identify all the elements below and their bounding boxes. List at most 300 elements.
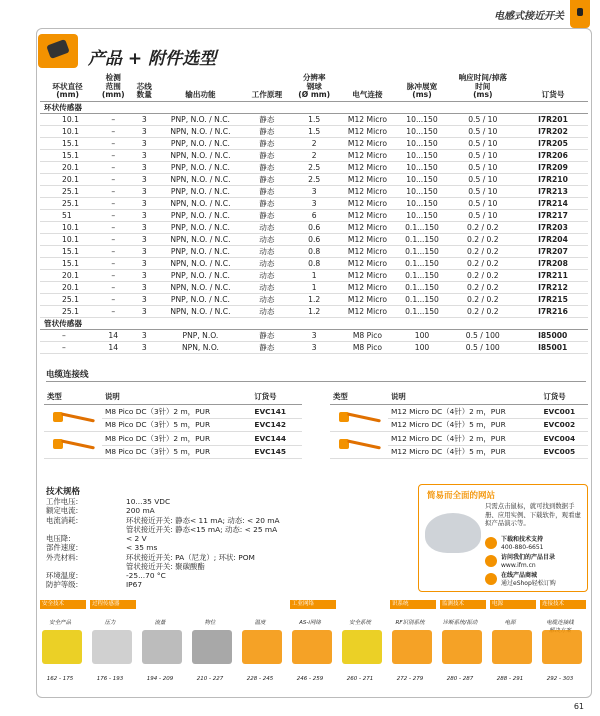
table-cell: PNP, N.O. [157,330,244,342]
table-cell: 10...150 [397,126,448,138]
table-cell: I7R209 [518,162,588,174]
spec-row [46,497,286,506]
product-image [192,630,232,664]
page-range: 292 - 303 [546,676,574,682]
spec-key: 环境温度: [46,571,79,580]
table-cell: I7R216 [518,306,588,318]
table-cell: 25.1 [40,294,95,306]
page-range: 280 - 287 [446,676,474,682]
table-row [40,126,588,138]
table-cell: 0.5 / 10 [447,210,518,222]
table-cell: 0.5 / 10 [447,198,518,210]
table-cell: 0.1...150 [397,282,448,294]
col-type: 类型 [330,389,388,405]
table-cell: M12 Micro [338,114,396,126]
table-cell: – [95,174,131,186]
table-cell: PNP, N.O. / N.C. [157,246,244,258]
table-cell: 15.1 [40,246,95,258]
col-header-0: 环状直径 (mm) [40,73,95,102]
table-cell: 10...150 [397,210,448,222]
top-bar [0,0,600,28]
promo-item-shop[interactable]: 在线产品商城 通过eShop轻松订购 [501,572,556,587]
table-cell: 3 [131,294,157,306]
table-cell: 动态 [244,306,290,318]
table-cell: M12 Micro [338,306,396,318]
table-cell: – [95,282,131,294]
table-cell: 静态 [244,210,290,222]
table-cell: 0.2 / 0.2 [447,222,518,234]
table-cell: 25.1 [40,186,95,198]
table-cell: – [95,138,131,150]
spec-key: 部件速度: [46,543,79,553]
table-cell: – [95,306,131,318]
cable-desc: M8 Pico DC（3针）5 m，PUR [102,445,251,459]
table-cell: PNP, N.O. / N.C. [157,222,244,234]
table-cell: 0.2 / 0.2 [447,306,518,318]
cable-row [330,405,588,419]
table-cell: 0.2 / 0.2 [447,282,518,294]
table-cell: 动态 [244,270,290,282]
table-cell: M12 Micro [338,186,396,198]
table-cell: 15.1 [40,258,95,270]
table-cell: – [95,294,131,306]
table-cell: 0.5 / 10 [447,174,518,186]
table-cell: 3 [131,126,157,138]
product-image [392,630,432,664]
table-cell: 10...150 [397,198,448,210]
table-row [40,174,588,186]
support-icon [485,537,497,549]
table-cell: PNP, N.O. / N.C. [157,270,244,282]
product-image [142,630,182,664]
page-range: 272 - 279 [396,676,424,682]
spec-key: 工作电压: [46,497,79,506]
table-cell: 10.1 [40,126,95,138]
table-row [40,330,588,342]
spec-value: 环状接近开关: PA（尼龙）; 环状: POM [126,552,255,562]
table-cell: 3 [290,198,338,210]
table-cell: NPN, N.O. / N.C. [157,174,244,186]
table-row [40,306,588,318]
table-cell: 20.1 [40,162,95,174]
table-cell: – [95,162,131,174]
table-cell: 2.5 [290,174,338,186]
section-title: 管状传感器 [40,318,588,330]
table-row [40,186,588,198]
product-image [292,630,332,664]
table-cell: M12 Micro [338,162,396,174]
cable-order: EVC145 [251,445,302,459]
table-cell: PNP, N.O. / N.C. [157,138,244,150]
table-cell: – [95,150,131,162]
cable-image [47,406,99,430]
table-cell: 3 [131,282,157,294]
product-label: 电源 [504,620,516,626]
cable-image-cell [330,432,388,459]
table-cell: I7R213 [518,186,588,198]
cable-desc: M8 Pico DC（3针）2 m，PUR [102,432,251,446]
table-cell: 1.2 [290,294,338,306]
cable-row [330,432,588,446]
table-cell: I7R211 [518,270,588,282]
table-cell: 0.1...150 [397,306,448,318]
product-table [40,73,588,354]
table-cell: 0.1...150 [397,294,448,306]
table-cell: PNP, N.O. / N.C. [157,210,244,222]
section-title: 环状传感器 [40,102,588,114]
table-cell: 0.2 / 0.2 [447,258,518,270]
table-cell: I7R207 [518,246,588,258]
table-cell: 3 [290,330,338,342]
table-cell: M12 Micro [338,294,396,306]
table-cell: 0.5 / 100 [447,342,518,354]
col-header-3: 输出功能 [157,73,244,102]
table-row [40,210,588,222]
table-cell: NPN, N.O. / N.C. [157,126,244,138]
table-cell: M12 Micro [338,246,396,258]
product-label: AS-i网络 [299,620,321,626]
table-cell: PNP, N.O. / N.C. [157,294,244,306]
cable-image-cell [44,405,102,432]
col-order: 订货号 [540,389,588,405]
mouse-image [425,513,481,553]
table-cell: 0.6 [290,234,338,246]
table-cell: 3 [131,114,157,126]
table-row [40,222,588,234]
col-header-7: 脉冲展宽 (ms) [397,73,448,102]
table-cell: 动态 [244,222,290,234]
col-header-8: 响应时间/掉落 时间 (ms) [447,73,518,102]
table-cell: M12 Micro [338,198,396,210]
table-cell: 3 [131,174,157,186]
table-row [40,294,588,306]
spec-value: < 2 V [126,534,147,543]
promo-item-support[interactable]: 下载和技术支持 400-880-6651 [501,536,544,551]
table-cell: M12 Micro [338,270,396,282]
cable-image-cell [330,405,388,432]
table-cell: 0.6 [290,222,338,234]
table-cell: 3 [290,342,338,354]
spec-key [46,525,126,534]
table-cell: 0.1...150 [397,222,448,234]
table-cell: 3 [131,222,157,234]
table-cell: 0.5 / 100 [447,330,518,342]
table-cell: 10...150 [397,150,448,162]
cable-image [333,406,385,430]
table-cell: 3 [131,234,157,246]
table-cell: – [95,114,131,126]
spec-value: 10...35 VDC [126,497,171,506]
table-cell: – [95,198,131,210]
spec-row [46,525,286,534]
product-image [542,630,582,664]
spec-row [46,562,286,571]
table-cell: 3 [131,258,157,270]
table-cell: 2 [290,150,338,162]
table-cell: 静态 [244,186,290,198]
table-cell: 动态 [244,282,290,294]
table-cell: PNP, N.O. / N.C. [157,114,244,126]
table-cell: 0.1...150 [397,258,448,270]
category-label: 连接技术 [540,600,586,609]
section-row-1 [40,318,588,330]
cable-order: EVC005 [540,445,588,459]
cable-desc: M12 Micro DC（4针）5 m，PUR [388,418,540,432]
table-cell: 0.8 [290,258,338,270]
table-cell: I7R204 [518,234,588,246]
table-row [40,114,588,126]
table-cell: 动态 [244,246,290,258]
table-cell: – [95,258,131,270]
table-cell: M12 Micro [338,150,396,162]
spec-row [46,534,286,543]
category-label: 安全技术 [40,600,86,609]
cable-table-left [44,389,302,459]
table-cell: 0.2 / 0.2 [447,234,518,246]
table-cell: I7R206 [518,150,588,162]
col-desc: 说明 [102,389,251,405]
spec-row [46,543,286,552]
product-image [342,630,382,664]
spec-row [46,580,286,589]
table-cell: 0.5 / 10 [447,150,518,162]
table-row [40,282,588,294]
page-range: 228 - 245 [246,676,274,682]
table-cell: 3 [131,306,157,318]
product-image [42,630,82,664]
table-cell: M12 Micro [338,234,396,246]
product-image [492,630,532,664]
table-cell: 2.5 [290,162,338,174]
spec-value: < 35 ms [126,543,158,553]
table-cell: 51 [40,210,95,222]
table-cell: 100 [397,342,448,354]
table-cell: 3 [131,162,157,174]
catalog-icon [485,555,497,567]
table-cell: 0.5 / 10 [447,162,518,174]
table-cell: I7R214 [518,198,588,210]
cable-order: EVC004 [540,432,588,446]
table-cell: 10...150 [397,114,448,126]
table-row [40,150,588,162]
table-cell: 0.5 / 10 [447,138,518,150]
table-cell: M12 Micro [338,126,396,138]
table-cell: 动态 [244,258,290,270]
col-type: 类型 [44,389,102,405]
category-label: 过程传感器 [90,600,136,609]
cable-order: EVC002 [540,418,588,432]
page-range: 288 - 291 [496,676,524,682]
table-cell: 0.2 / 0.2 [447,270,518,282]
table-row [40,270,588,282]
cable-desc: M12 Micro DC（4针）5 m，PUR [388,445,540,459]
table-cell: 3 [290,186,338,198]
product-image [242,630,282,664]
table-cell: 0.1...150 [397,246,448,258]
table-cell: 25.1 [40,198,95,210]
category-label: 监测技术 [440,600,486,609]
product-label: 温度 [254,620,266,626]
table-cell: 10...150 [397,174,448,186]
page-range: 176 - 193 [96,676,124,682]
table-cell: – [95,210,131,222]
table-cell: 3 [131,198,157,210]
cable-desc: M8 Pico DC（3针）5 m，PUR [102,418,251,432]
table-cell: 静态 [244,126,290,138]
spec-value: 200 mA [126,506,155,516]
table-row [40,162,588,174]
table-cell: 静态 [244,150,290,162]
table-cell: 3 [131,246,157,258]
promo-desc: 只需点击鼠标，就可找到数据手册、应用实例、下载软件，观看虚拟产品演示等。 [485,502,581,528]
spec-row [46,516,286,525]
table-row [40,246,588,258]
sensor-product-image [38,34,78,68]
table-cell: PNP, N.O. / N.C. [157,186,244,198]
shop-icon [485,573,497,585]
table-cell: NPN, N.O. / N.C. [157,198,244,210]
table-cell: M12 Micro [338,258,396,270]
spec-value: 管状接近开关: 聚碳酸酯 [126,561,205,571]
product-label: 电缆连接线 [546,620,574,626]
product-label: 压力 [104,620,116,626]
page-heading: 产品 + 附件选型 [88,49,217,69]
table-cell: – [95,222,131,234]
spec-key: 外壳材料: [46,552,79,562]
table-cell: M8 Pico [338,342,396,354]
col-desc: 说明 [388,389,540,405]
table-cell: 静态 [244,162,290,174]
table-cell: – [95,246,131,258]
product-label: 安全产品 [48,620,71,626]
table-cell: 100 [397,330,448,342]
spec-key: 电压降: [46,534,71,543]
specs-title: 技术规格 [46,487,81,497]
page-number: 61 [573,702,584,711]
product-image [92,630,132,664]
table-cell: NPN, N.O. / N.C. [157,282,244,294]
table-cell: 1.5 [290,126,338,138]
sensor-icon [577,8,583,16]
spec-value: 管状接近开关: 静态<15 mA; 动态: < 25 mA [126,524,278,534]
table-cell: 静态 [244,342,290,354]
cable-order: EVC001 [540,405,588,419]
table-cell: I7R217 [518,210,588,222]
table-cell: 10.1 [40,222,95,234]
specs-table [46,497,286,590]
table-cell: 静态 [244,198,290,210]
table-cell: 10.1 [40,114,95,126]
table-cell: M8 Pico [338,330,396,342]
table-cell: 1.2 [290,306,338,318]
table-row [40,198,588,210]
bookmark-tab [570,0,590,28]
table-cell: – [95,234,131,246]
table-row [40,258,588,270]
table-cell: 0.5 / 10 [447,114,518,126]
table-cell: NPN, N.O. / N.C. [157,306,244,318]
table-cell: I7R208 [518,258,588,270]
table-cell: 动态 [244,234,290,246]
table-cell: I7R215 [518,294,588,306]
table-cell: 10...150 [397,162,448,174]
col-header-5: 分辨率 钢球 (Ø mm) [290,73,338,102]
cable-desc: M12 Micro DC（4针）2 m，PUR [388,432,540,446]
table-cell: – [40,330,95,342]
catalog-strip [36,600,592,690]
table-cell: M12 Micro [338,210,396,222]
page-range: 194 - 209 [146,676,174,682]
category-label: 工业网络 [290,600,336,609]
col-header-1: 检测 范围 (mm) [95,73,131,102]
section-row-0 [40,102,588,114]
cable-image-cell [44,432,102,459]
promo-title: 简易而全面的网站 [427,491,496,501]
table-cell: PNP, N.O. / N.C. [157,162,244,174]
table-row [40,342,588,354]
spec-row [46,553,286,562]
cable-order: EVC141 [251,405,302,419]
table-cell: 20.1 [40,174,95,186]
promo-item-catalog[interactable]: 访问我们的产品目录 www.ifm.cn [501,554,556,569]
table-cell: M12 Micro [338,282,396,294]
table-cell: 1.5 [290,114,338,126]
table-cell: I85001 [518,342,588,354]
table-cell: 3 [131,210,157,222]
table-cell: 0.5 / 10 [447,186,518,198]
spec-key: 电流消耗: [46,515,79,525]
table-cell: NPN, N.O. / N.C. [157,234,244,246]
spec-key: 额定电流: [46,506,79,516]
col-header-6: 电气连接 [338,73,396,102]
table-cell: 1 [290,270,338,282]
page-range: 260 - 271 [346,676,374,682]
table-cell: 动态 [244,294,290,306]
table-cell: 2 [290,138,338,150]
col-order: 订货号 [251,389,302,405]
cable-image [333,433,385,457]
product-label: 物位 [204,620,216,626]
table-cell: I7R202 [518,126,588,138]
page-range: 246 - 259 [296,676,324,682]
table-cell: 14 [95,330,131,342]
cable-table-right [330,389,588,459]
table-cell: NPN, N.O. / N.C. [157,150,244,162]
table-cell: 3 [131,270,157,282]
table-cell: I85000 [518,330,588,342]
table-cell: 10.1 [40,234,95,246]
table-cell: 0.1...150 [397,270,448,282]
product-image [442,630,482,664]
col-header-2: 芯线 数量 [131,73,157,102]
table-cell: 15.1 [40,138,95,150]
product-label: 流量 [154,620,166,626]
table-cell: 静态 [244,138,290,150]
table-cell: – [40,342,95,354]
spec-value: 环状接近开关: 静态< 11 mA; 动态: < 20 mA [126,515,280,525]
table-row [40,234,588,246]
category-label: 电源 [490,600,536,609]
table-cell: – [95,126,131,138]
spec-value: IP67 [126,580,143,590]
table-cell: 0.5 / 10 [447,126,518,138]
table-cell: 静态 [244,114,290,126]
table-cell: 3 [131,342,157,354]
section-title: 电感式接近开关 [494,11,564,22]
category-label: 识系统 [390,600,436,609]
table-cell: 3 [131,186,157,198]
table-cell: I7R205 [518,138,588,150]
